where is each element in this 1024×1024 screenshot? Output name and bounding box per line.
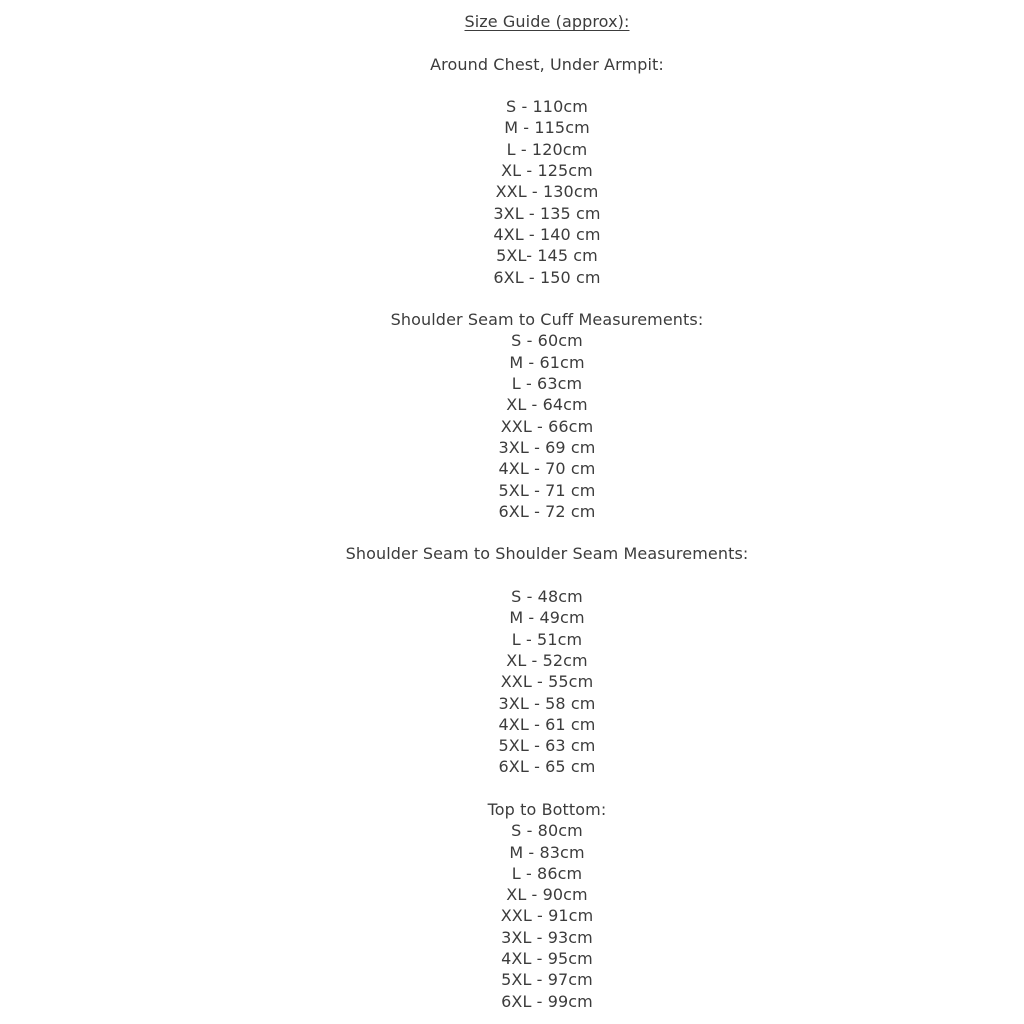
size-row: S - 80cm [511, 821, 583, 841]
size-row: S - 110cm [506, 97, 588, 117]
size-row: 5XL - 97cm [501, 970, 593, 990]
size-row: 3XL - 69 cm [498, 437, 596, 457]
section-top-to-bottom [70, 799, 1024, 1012]
size-row: XL - 64cm [506, 395, 588, 415]
size-row: M - 83cm [509, 842, 585, 862]
size-row: 4XL - 61 cm [498, 714, 596, 734]
page-title: Size Guide (approx): [464, 12, 630, 31]
size-row: 5XL - 71 cm [498, 480, 596, 500]
section-shoulder-to-shoulder [70, 543, 1024, 777]
size-row: L - 120cm [506, 139, 588, 159]
size-row: XXL - 55cm [500, 672, 594, 692]
section-heading-shoulder-to-cuff: Shoulder Seam to Cuff Measurements: [390, 310, 704, 330]
size-row: M - 115cm [504, 118, 590, 138]
size-row: M - 49cm [509, 608, 585, 628]
size-row: M - 61cm [509, 352, 585, 372]
size-row: L - 51cm [511, 629, 583, 649]
size-row: S - 60cm [511, 331, 583, 351]
size-row: 3XL - 93cm [501, 927, 593, 947]
size-row: L - 86cm [511, 863, 583, 883]
size-row: XL - 125cm [501, 161, 593, 181]
size-row: 5XL - 63 cm [498, 736, 596, 756]
size-row: 4XL - 95cm [501, 949, 593, 969]
section-around-chest [70, 54, 1024, 288]
size-row: 4XL - 70 cm [498, 459, 596, 479]
size-row: 5XL- 145 cm [496, 246, 598, 266]
section-heading-shoulder-to-shoulder: Shoulder Seam to Shoulder Seam Measurements: [345, 544, 749, 564]
section-heading-around-chest: Around Chest, Under Armpit: [430, 54, 664, 74]
size-row: 3XL - 58 cm [498, 693, 596, 713]
size-row: 6XL - 65 cm [498, 757, 596, 777]
section-heading-top-to-bottom: Top to Bottom: [487, 799, 607, 819]
section-shoulder-to-cuff [70, 309, 1024, 522]
size-row: 3XL - 135 cm [493, 203, 601, 223]
size-row: XL - 90cm [506, 885, 588, 905]
size-row: 6XL - 150 cm [493, 267, 601, 287]
size-row: 6XL - 72 cm [498, 501, 596, 521]
size-row: XXL - 66cm [500, 416, 594, 436]
size-row: S - 48cm [511, 587, 583, 607]
size-row: XL - 52cm [506, 650, 588, 670]
size-row: L - 63cm [511, 374, 583, 394]
size-row: 6XL - 99cm [501, 991, 593, 1011]
size-row: XXL - 91cm [500, 906, 594, 926]
size-row: XXL - 130cm [495, 182, 599, 202]
size-row: 4XL - 140 cm [493, 224, 601, 244]
